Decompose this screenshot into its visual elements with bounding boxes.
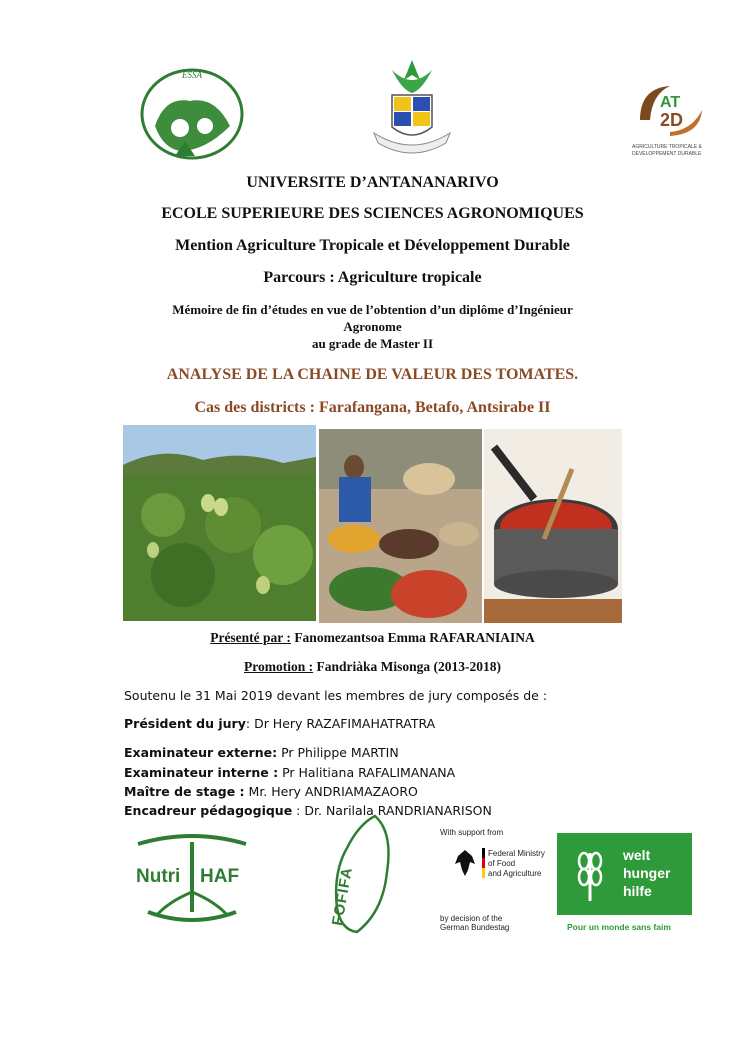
at2d-logo — [630, 80, 710, 170]
whh-logo — [557, 833, 693, 938]
author-name: Fanomezantsoa Emma RAFARANIAINA — [290, 630, 535, 645]
whh-green-box — [557, 833, 692, 915]
jury-member-name: Mr. Hery ANDRIAMAZAORO — [248, 784, 418, 799]
jury-internship-supervisor — [124, 784, 418, 799]
jury-member-name: Pr Halitiana RAFALIMANANA — [282, 765, 456, 780]
fofifa-text: FOFIFA — [329, 865, 357, 927]
bmel-decision-1: by decision of the — [440, 914, 503, 923]
svg-text:ESSA: ESSA — [182, 70, 202, 80]
university-crest — [362, 55, 462, 165]
nutrihaf-logo — [128, 832, 256, 924]
nutrihaf-left: Nutri — [136, 866, 181, 887]
jury-member-name: Dr Hery RAZAFIMAHATRATRA — [254, 716, 436, 731]
jury-academic-supervisor: Encadreur pédagogique : Dr. Narilala RANDRIANARISON — [124, 803, 492, 818]
bmel-line-3: and Agriculture — [488, 869, 542, 878]
thesis-subtitle: Cas des districts : Farafangana, Betafo, Antsirabe II — [194, 399, 551, 416]
school-name: ECOLE SUPERIEURE DES SCIENCES AGRONOMIQUES — [161, 205, 584, 222]
memoire-description — [0, 301, 745, 352]
jury-member-name: Dr. Narilala RANDRIANARISON — [304, 803, 492, 818]
jury-external-examiner — [124, 745, 399, 760]
thesis-title: ANALYSE DE LA CHAINE DE VALEUR DES TOMATES. — [166, 366, 579, 383]
jury-role: Examinateur interne : — [124, 765, 279, 780]
wheat-icon — [575, 847, 605, 901]
jury-role: Président du jury — [124, 716, 246, 731]
whh-line-2: hunger — [623, 865, 671, 881]
whh-line-3: hilfe — [623, 883, 652, 899]
memoire-line-3: au grade de Master II — [311, 336, 434, 351]
bmel-decision-2: German Bundestag — [440, 923, 510, 932]
photo-tomato-field — [123, 425, 316, 621]
defense-statement: Soutenu le 31 Mai 2019 devant les membres de jury composés de : — [124, 688, 548, 703]
whh-tagline: Pour un monde sans faim — [567, 922, 671, 932]
at2d-caption-1: AGRICULTURE TROPICALE & — [632, 144, 702, 150]
nutrihaf-right: HAF — [200, 866, 240, 887]
promotion — [0, 659, 745, 675]
jury-member-name: Pr Philippe MARTIN — [281, 745, 399, 760]
mention: Mention Agriculture Tropicale et Développement Durable — [175, 237, 570, 254]
jury-role: Encadreur pédagogique — [124, 803, 293, 818]
presented-by — [0, 630, 745, 646]
jury-president: Président du jury: Dr Hery RAZAFIMAHATRATRA — [124, 716, 436, 731]
promotion-label: Promotion : — [243, 659, 314, 674]
bmel-line-2: of Food — [488, 859, 516, 868]
at2d-text: AT — [660, 94, 681, 111]
jury-role: Examinateur externe: — [124, 745, 278, 760]
photo-tomato-sauce — [484, 429, 622, 623]
parcours: Parcours : Agriculture tropicale — [263, 269, 482, 286]
at2d-number: 2D — [660, 110, 684, 130]
photo-market — [319, 429, 482, 623]
bmel-support: With support from — [440, 828, 504, 837]
fofifa-logo — [327, 812, 399, 937]
whh-line-1: welt — [623, 847, 651, 863]
memoire-line-1: Mémoire de fin d’études en vue de l’obtention d’un diplôme d’Ingénieur — [172, 302, 573, 317]
bmel-line-1: Federal Ministry — [488, 849, 545, 858]
memoire-line-2: Agronome — [343, 319, 402, 334]
promotion-value: Fandriàka Misonga (2013-2018) — [313, 659, 501, 674]
jury-role: Maître de stage : — [124, 784, 245, 799]
presented-by-label: Présenté par : — [210, 630, 291, 645]
essa-logo — [135, 56, 250, 166]
bmel-logo — [440, 828, 552, 936]
at2d-caption-2: DEVELOPPEMENT DURABLE — [632, 151, 702, 157]
jury-internal-examiner — [124, 765, 455, 780]
eagle-icon — [454, 848, 476, 878]
university-name: UNIVERSITE D’ANTANANARIVO — [246, 174, 499, 191]
